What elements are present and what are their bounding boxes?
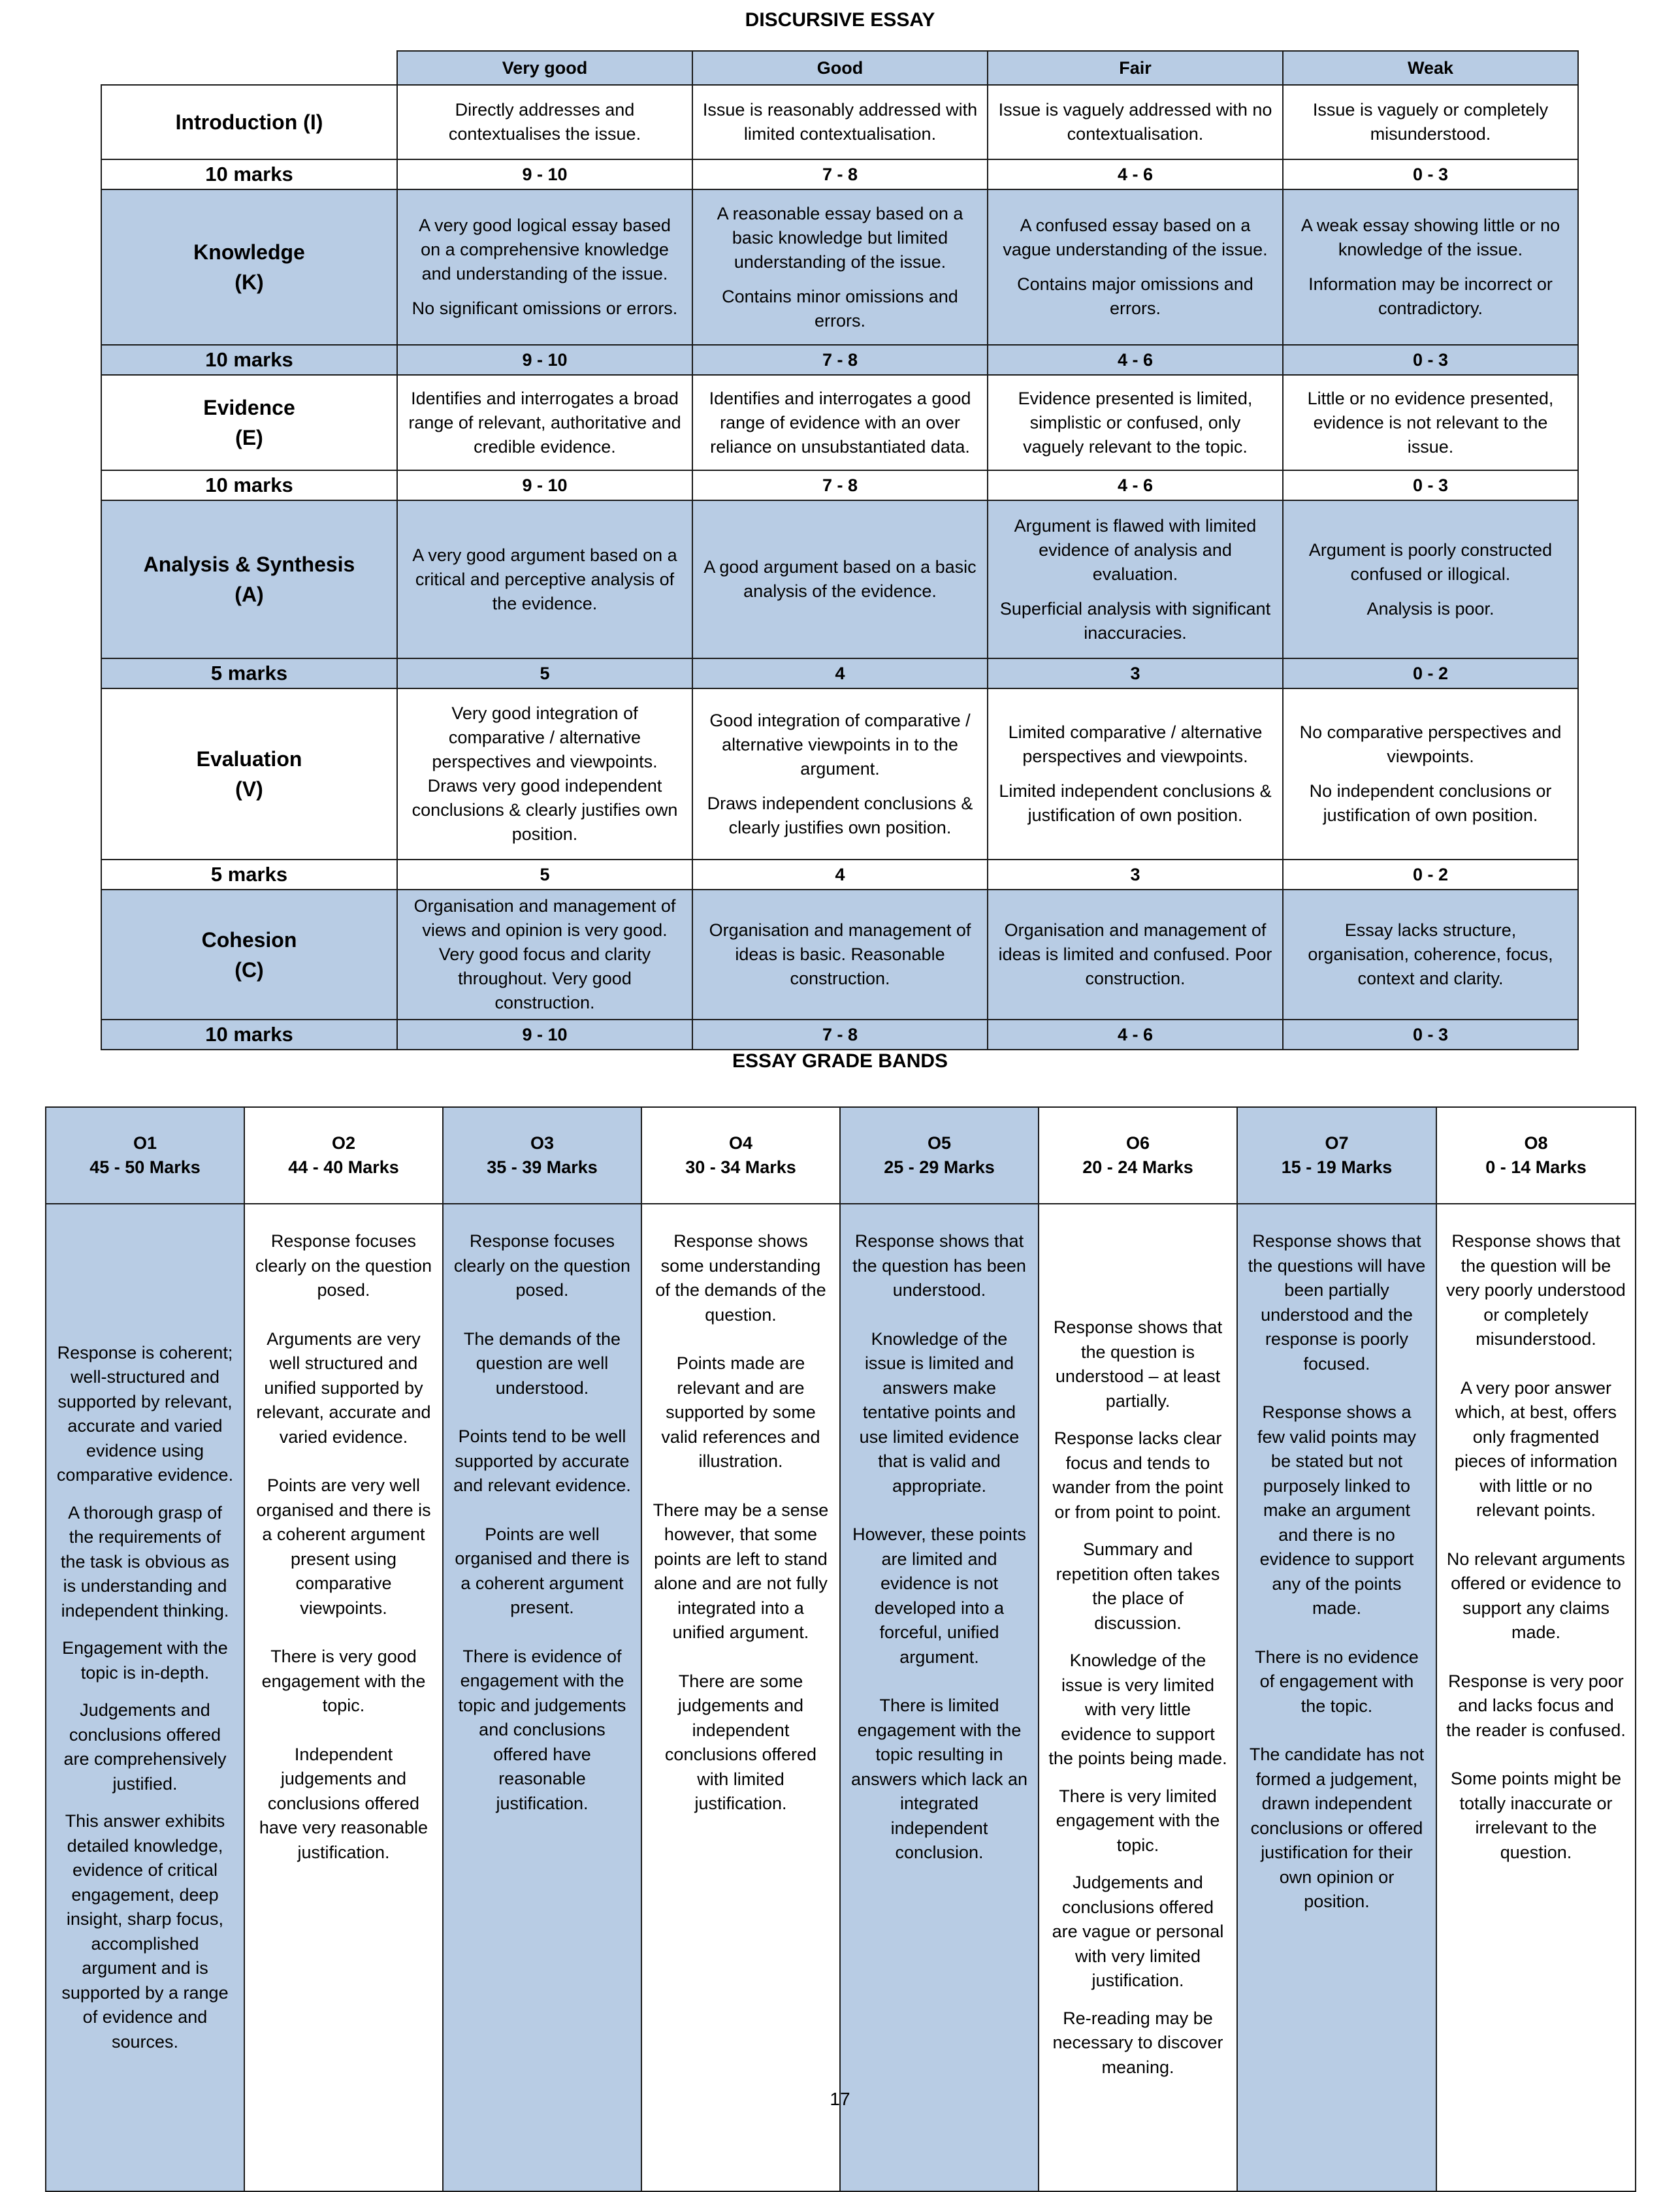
descriptor-text: Organisation and management of ideas is basic. Reasonable construction.	[709, 920, 971, 988]
column-header: Fair	[988, 51, 1283, 85]
marks-range: 5	[397, 658, 692, 688]
descriptor-text: A weak essay showing little or no knowledge of the issue.	[1300, 216, 1560, 259]
band-paragraph: A very poor answer which, at best, offers only fragmented pieces of information with little or no relevant points.	[1454, 1378, 1618, 1520]
marks-range: 3	[988, 860, 1283, 890]
descriptor-text: No significant omissions or errors.	[412, 298, 678, 318]
band-range: 30 - 34 Marks	[685, 1157, 796, 1177]
marks-row	[101, 345, 1578, 375]
marks-range: 4	[692, 658, 988, 688]
grade-bands-table	[45, 1106, 1636, 2192]
descriptor-text: Little or no evidence presented, evidence is not relevant to the issue.	[1307, 388, 1554, 457]
marks-range: 7 - 8	[692, 345, 988, 375]
descriptor-text: A confused essay based on a vague understanding of the issue.	[1003, 216, 1268, 259]
descriptor-text: Contains major omissions and errors.	[1017, 274, 1253, 318]
criterion-code: (A)	[234, 583, 264, 606]
marks-range: 9 - 10	[397, 159, 692, 189]
criterion-title: Analysis & Synthesis	[143, 553, 355, 576]
descriptor-cell	[692, 890, 988, 1020]
band-paragraph: Response shows that the question has been understood.	[852, 1231, 1026, 1300]
marks-range: 4 - 6	[988, 159, 1283, 189]
band-range: 45 - 50 Marks	[89, 1157, 201, 1177]
criterion-title: Evaluation	[196, 747, 302, 771]
band-code: O7	[1325, 1133, 1349, 1153]
band-paragraph: Points made are relevant and are supported by some valid references and illustration.	[661, 1353, 820, 1471]
band-description	[641, 1204, 840, 2191]
band-paragraph: A thorough grasp of the requirements of the task is obvious as is understanding and independent thinking.	[60, 1502, 230, 1620]
band-paragraph: Re-reading may be necessary to discover meaning.	[1052, 2008, 1223, 2077]
band-paragraph: Knowledge of the issue is very limited with very little evidence to support the points being made.	[1048, 1651, 1227, 1768]
marks-label: 10 marks	[101, 345, 397, 375]
band-paragraph: Judgements and conclusions offered are vague or personal with very limited justification.	[1052, 1873, 1224, 1990]
band-paragraph: Knowledge of the issue is limited and answers make tentative points and use limited evidence that is valid and appropriate.	[859, 1329, 1020, 1496]
descriptor-text: Draws independent conclusions & clearly justifies own position.	[707, 793, 973, 837]
band-paragraph: Summary and repetition often takes the place of discussion.	[1056, 1539, 1220, 1633]
band-range: 25 - 29 Marks	[884, 1157, 995, 1177]
marks-label: 10 marks	[101, 159, 397, 189]
band-description	[46, 1204, 244, 2191]
band-paragraph: Response focuses clearly on the question posed.	[255, 1231, 432, 1300]
marks-range: 9 - 10	[397, 345, 692, 375]
descriptor-text: Argument is poorly constructed confused or illogical.	[1308, 540, 1553, 584]
band-code: O2	[331, 1133, 356, 1153]
descriptor-text: Superficial analysis with significant inaccuracies.	[999, 598, 1271, 643]
marks-range: 5	[397, 860, 692, 890]
descriptor-cell	[397, 688, 692, 860]
band-header	[1237, 1107, 1436, 1204]
band-paragraph: There is no evidence of engagement with the topic.	[1255, 1647, 1419, 1716]
descriptor-text: Issue is vaguely or completely misunderstood.	[1312, 100, 1549, 144]
band-paragraph: No relevant arguments offered or evidence to support any claims made.	[1446, 1549, 1626, 1642]
descriptor-text: Issue is vaguely addressed with no contextualisation.	[998, 100, 1272, 144]
criterion-name	[101, 688, 397, 860]
band-range: 0 - 14 Marks	[1485, 1157, 1587, 1177]
band-header	[1436, 1107, 1636, 1204]
descriptor-cell	[692, 375, 988, 470]
descriptor-cell	[988, 890, 1283, 1020]
band-paragraph: Points tend to be well supported by accurate and relevant evidence.	[453, 1426, 631, 1495]
descriptor-cell	[988, 688, 1283, 860]
band-paragraph: There may be a sense however, that some points are left to stand alone and are not fully integrated into a unified argument.	[653, 1500, 829, 1642]
criterion-row-evidence	[101, 375, 1578, 470]
band-paragraph: There is limited engagement with the topic resulting in answers which lack an integrated independent conclusion.	[850, 1696, 1028, 1862]
descriptor-text: Organisation and management of ideas is limited and confused. Poor construction.	[998, 920, 1272, 988]
band-code: O8	[1524, 1133, 1548, 1153]
marks-range: 9 - 10	[397, 1020, 692, 1050]
band-paragraph: Arguments are very well structured and unified supported by relevant, accurate and varied evidence.	[256, 1329, 431, 1447]
marks-range: 3	[988, 658, 1283, 688]
descriptor-cell	[692, 500, 988, 658]
band-range: 15 - 19 Marks	[1281, 1157, 1393, 1177]
band-paragraph: Response lacks clear focus and tends to wander from the point or from point to point.	[1052, 1428, 1223, 1522]
band-header	[641, 1107, 840, 1204]
descriptor-cell	[1283, 688, 1578, 860]
descriptor-text: No comparative perspectives and viewpoints.	[1299, 722, 1562, 766]
marks-label: 5 marks	[101, 658, 397, 688]
descriptor-cell	[692, 189, 988, 345]
marks-range: 0 - 3	[1283, 345, 1578, 375]
criterion-title: Cohesion	[201, 927, 297, 952]
descriptor-cell	[1283, 890, 1578, 1020]
descriptor-cell	[988, 375, 1283, 470]
band-paragraph: Independent judgements and conclusions offered have very reasonable justification.	[259, 1744, 428, 1862]
band-header	[1039, 1107, 1237, 1204]
marks-row	[101, 470, 1578, 500]
page-title: DISCURSIVE ESSAY	[745, 9, 935, 31]
band-paragraph: Response shows that the question is understood – at least partially.	[1053, 1317, 1223, 1411]
descriptor-cell	[1283, 85, 1578, 159]
band-description	[1039, 1204, 1237, 2191]
descriptor-text: Essay lacks structure, organisation, coherence, focus, context and clarity.	[1308, 920, 1553, 988]
descriptor-text: A reasonable essay based on a basic knowledge but limited understanding of the issue.	[717, 203, 963, 272]
criterion-name	[101, 375, 397, 470]
band-paragraph: However, these points are limited and evidence is not developed into a forceful, unified argument.	[852, 1524, 1026, 1667]
criterion-row-analysis	[101, 500, 1578, 658]
descriptor-cell	[692, 85, 988, 159]
band-header	[244, 1107, 443, 1204]
descriptor-text: No independent conclusions or justification of own position.	[1309, 781, 1552, 825]
descriptor-cell	[988, 500, 1283, 658]
descriptor-text: Argument is flawed with limited evidence of analysis and evaluation.	[1014, 515, 1257, 584]
band-code: O4	[728, 1133, 753, 1153]
column-header: Good	[692, 51, 988, 85]
band-paragraph: The candidate has not formed a judgement, drawn independent conclusions or offered justification for their own opinion or position.	[1249, 1745, 1425, 1911]
marks-range: 4 - 6	[988, 1020, 1283, 1050]
descriptor-text: Issue is reasonably addressed with limited contextualisation.	[702, 100, 978, 144]
band-paragraph: There is very good engagement with the topic.	[261, 1647, 426, 1715]
band-header	[46, 1107, 244, 1204]
band-header	[443, 1107, 641, 1204]
criterion-name	[101, 85, 397, 159]
band-paragraph: Response is very poor and lacks focus and the reader is confused.	[1446, 1671, 1626, 1740]
descriptor-text: Very good integration of comparative / alternative perspectives and viewpoints. Draws very good independent conclusions & clearly justifies own position.	[412, 703, 678, 844]
marks-row	[101, 860, 1578, 890]
marks-label: 5 marks	[101, 860, 397, 890]
band-description	[1436, 1204, 1636, 2191]
grade-bands-header-row	[46, 1107, 1636, 1204]
marks-range: 7 - 8	[692, 159, 988, 189]
grade-bands-body-row	[46, 1204, 1636, 2191]
marks-label: 10 marks	[101, 470, 397, 500]
descriptor-cell	[1283, 189, 1578, 345]
band-paragraph: There is evidence of engagement with the topic and judgements and conclusions offered have reasonable justification.	[458, 1646, 626, 1813]
band-code: O5	[927, 1133, 952, 1153]
page-number: 17	[830, 2089, 850, 2109]
column-header: Very good	[397, 51, 692, 85]
descriptor-cell	[397, 189, 692, 345]
marks-range: 0 - 3	[1283, 470, 1578, 500]
marks-range: 9 - 10	[397, 470, 692, 500]
descriptor-cell	[397, 890, 692, 1020]
marks-row	[101, 159, 1578, 189]
band-description	[443, 1204, 641, 2191]
descriptor-text: Limited comparative / alternative perspectives and viewpoints.	[1008, 722, 1263, 766]
descriptor-cell	[988, 189, 1283, 345]
band-paragraph: The demands of the question are well understood.	[463, 1329, 621, 1398]
criterion-name	[101, 890, 397, 1020]
descriptor-text: A very good argument based on a critical and perceptive analysis of the evidence.	[412, 545, 677, 613]
descriptor-text: Identifies and interrogates a broad range of relevant, authoritative and credible evidence.	[408, 388, 681, 457]
rubric-table	[101, 50, 1579, 1050]
marks-row	[101, 658, 1578, 688]
band-range: 35 - 39 Marks	[487, 1157, 598, 1177]
descriptor-cell	[397, 85, 692, 159]
criterion-row-cohesion	[101, 890, 1578, 1020]
criterion-title: Introduction (I)	[175, 110, 323, 134]
band-paragraph: Judgements and conclusions offered are comprehensively justified.	[63, 1700, 227, 1794]
band-paragraph: Points are well organised and there is a coherent argument present.	[455, 1524, 630, 1617]
band-paragraph: Response shows that the questions will have been partially understood and the response is poorly focused.	[1248, 1231, 1426, 1374]
criterion-code: (V)	[235, 777, 263, 801]
band-range: 20 - 24 Marks	[1082, 1157, 1193, 1177]
band-range: 44 - 40 Marks	[288, 1157, 399, 1177]
marks-range: 0 - 3	[1283, 159, 1578, 189]
band-paragraph: There is very limited engagement with the topic.	[1056, 1786, 1220, 1855]
criterion-row-introduction	[101, 85, 1578, 159]
descriptor-text: A very good logical essay based on a comprehensive knowledge and understanding of the issue.	[419, 216, 671, 283]
marks-range: 0 - 2	[1283, 860, 1578, 890]
band-paragraph: Response is coherent; well-structured and supported by relevant, accurate and varied evidence using comparative evidence.	[56, 1342, 234, 1485]
descriptor-text: Contains minor omissions and errors.	[722, 286, 958, 330]
criterion-code: (K)	[234, 270, 264, 294]
header-blank-cell	[101, 51, 397, 85]
descriptor-cell	[397, 500, 692, 658]
descriptor-cell	[988, 85, 1283, 159]
marks-range: 4 - 6	[988, 345, 1283, 375]
descriptor-text: Information may be incorrect or contradictory.	[1308, 274, 1553, 318]
descriptor-cell	[1283, 500, 1578, 658]
band-paragraph: Points are very well organised and there is a coherent argument present using comparative viewpoints.	[256, 1475, 431, 1618]
band-paragraph: Response shows that the question will be very poorly understood or completely misunderstood.	[1446, 1231, 1626, 1349]
marks-row	[101, 1020, 1578, 1050]
grade-bands-title: ESSAY GRADE BANDS	[732, 1050, 948, 1072]
criterion-row-evaluation	[101, 688, 1578, 860]
criterion-title: Knowledge	[193, 240, 305, 264]
criterion-name	[101, 189, 397, 345]
criterion-code: (C)	[234, 958, 264, 982]
marks-label: 10 marks	[101, 1020, 397, 1050]
descriptor-text: Analysis is poor.	[1366, 598, 1494, 619]
descriptor-text: Limited independent conclusions & justification of own position.	[999, 781, 1272, 825]
descriptor-text: Directly addresses and contextualises the issue.	[448, 100, 641, 144]
band-paragraph: Some points might be totally inaccurate or irrelevant to the question.	[1450, 1769, 1622, 1862]
descriptor-text: Good integration of comparative / alternative viewpoints in to the argument.	[709, 710, 971, 779]
criterion-code: (E)	[235, 426, 263, 449]
band-description	[244, 1204, 443, 2191]
band-paragraph: This answer exhibits detailed knowledge, evidence of critical engagement, deep insight, sharp focus, accomplished argument and is supported by a range of evidence and sources.	[61, 1811, 229, 2052]
band-paragraph: Response shows some understanding of the demands of the question.	[655, 1231, 826, 1325]
descriptor-text: A good argument based on a basic analysis of the evidence.	[703, 557, 977, 601]
marks-range: 4 - 6	[988, 470, 1283, 500]
band-description	[840, 1204, 1039, 2191]
band-paragraph: There are some judgements and independent conclusions offered with limited justification.	[664, 1671, 817, 1813]
marks-range: 4	[692, 860, 988, 890]
criterion-title: Evidence	[203, 396, 295, 419]
criterion-name	[101, 500, 397, 658]
descriptor-cell	[1283, 375, 1578, 470]
band-header	[840, 1107, 1039, 1204]
band-paragraph: Response focuses clearly on the question posed.	[453, 1231, 631, 1300]
marks-range: 0 - 2	[1283, 658, 1578, 688]
descriptor-text: Identifies and interrogates a good range of evidence with an over reliance on unsubstantiated data.	[709, 388, 971, 457]
band-paragraph: Response shows a few valid points may be stated but not purposely linked to make an argument and there is no evidence to support any of the points made.	[1257, 1402, 1417, 1618]
descriptor-cell	[692, 688, 988, 860]
descriptor-cell	[397, 375, 692, 470]
marks-range: 7 - 8	[692, 470, 988, 500]
descriptor-text: Evidence presented is limited, simplistic or confused, only vaguely relevant to the topic.	[1018, 388, 1253, 457]
band-description	[1237, 1204, 1436, 2191]
column-header: Weak	[1283, 51, 1578, 85]
marks-range: 7 - 8	[692, 1020, 988, 1050]
band-code: O3	[530, 1133, 555, 1153]
rubric-header-row	[101, 51, 1578, 85]
descriptor-text: Organisation and management of views and opinion is very good. Very good focus and clarity throughout. Very good construction.	[413, 896, 676, 1012]
band-code: O1	[133, 1133, 157, 1153]
band-paragraph: Engagement with the topic is in-depth.	[62, 1638, 228, 1683]
marks-range: 0 - 3	[1283, 1020, 1578, 1050]
band-code: O6	[1125, 1133, 1150, 1153]
criterion-row-knowledge	[101, 189, 1578, 345]
